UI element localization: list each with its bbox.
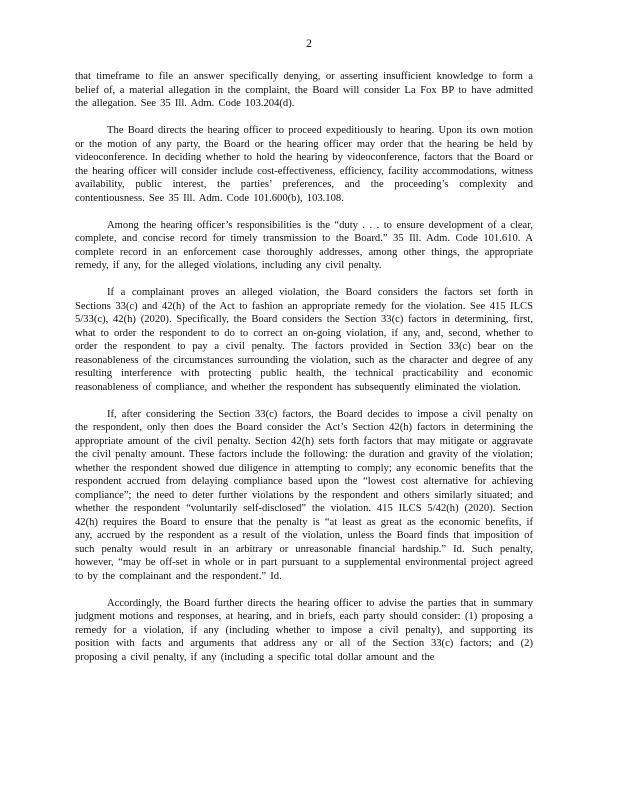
paragraph-answer-deadline: that timeframe to file an answer specifically denying, or asserting insufficient knowledge to form a belief of, a material allegation in the complaint, the Board will consider La Fox BP to have admitted the allegation. See 35 Ill. Adm. Code 103.204(d). xyxy=(75,71,533,109)
paragraph-section-33c-factors: If a complainant proves an alleged violation, the Board considers the factors set forth in Sections 33(c) and 42(h) of the Act to fashion an appropriate remedy for the violation. See 415 ILCS 5/33(c), 42(h) (2020). Specifically, the Board considers the Section 33(c) factors in determining, first, what to order the respondent to do to correct an on-going violation, if any, and, second, whether to order the respondent to pay a civil penalty. The factors provided in Section 33(c) bear on the reasonableness of the circumstances surrounding the violation, such as the character and degree of any resulting interference with protecting public health, the technical practicability and economic reasonableness of compliance, and whether the respondent has subsequently eliminated the violation. xyxy=(75,287,533,393)
paragraph-section-42h-factors: If, after considering the Section 33(c) factors, the Board decides to impose a civil penalty on the respondent, only then does the Board consider the Act’s Section 42(h) factors in determining the appropriate amount of the civil penalty. Section 42(h) sets forth factors that may mitigate or aggravate the civil penalty amount. These factors include the following: the duration and gravity of the violation; whether the respondent showed due diligence in attempting to comply; any economic benefits that the respondent accrued from delaying compliance based upon the “lowest cost alternative for achieving compliance”; the need to deter further violations by the respondent and others similarly situated; and whether the respondent “voluntarily self-disclosed” the violation. 415 ILCS 5/42(h) (2020). Section 42(h) requires the Board to ensure that the penalty is “at least as great as the economic benefits, if any, accrued by the respondent as a result of the violation, unless the Board finds that imposition of such penalty would result in an arbitrary or unreasonable financial hardship.” Id. Such penalty, however, “may be off-set in whole or in part pursuant to a supplemental environmental project agreed to by the complainant and the respondent.” Id. xyxy=(75,408,533,582)
paragraph-hearing-officer-duties: Among the hearing officer’s responsibilities is the “duty . . . to ensure development of a clear, complete, and concise record for timely transmission to the Board.” 35 Ill. Adm. Code 101.610. A complete record in an enforcement case thoroughly addresses, among other things, the appropriate remedy, if any, for the alleged violations, including any civil penalty. xyxy=(75,219,533,271)
page-number: 2 xyxy=(306,36,312,50)
paragraph-hearing-directive: The Board directs the hearing officer to proceed expeditiously to hearing. Upon its own motion or the motion of any party, the Board or the hearing officer may order that the hearing be held by videoconference. In deciding whether to hold the hearing by videoconference, factors that the Board or the hearing officer will consider include cost-effectiveness, efficiency, facility accommodations, witness availability, public interest, the parties’ preferences, and the proceeding’s complexity and contentiousness. See 35 Ill. Adm. Code 101.600(b), 103.108. xyxy=(75,125,533,204)
body-text xyxy=(75,70,533,664)
paragraph-party-advisement: Accordingly, the Board further directs the hearing officer to advise the parties that in summary judgment motions and responses, at hearing, and in briefs, each party should consider: (1) proposing a remedy for a violation, if any (including whether to impose a civil penalty), and supporting its position with facts and arguments that address any or all of the Section 33(c) factors; and (2) proposing a civil penalty, if any (including a specific total dollar amount and the xyxy=(75,597,533,663)
